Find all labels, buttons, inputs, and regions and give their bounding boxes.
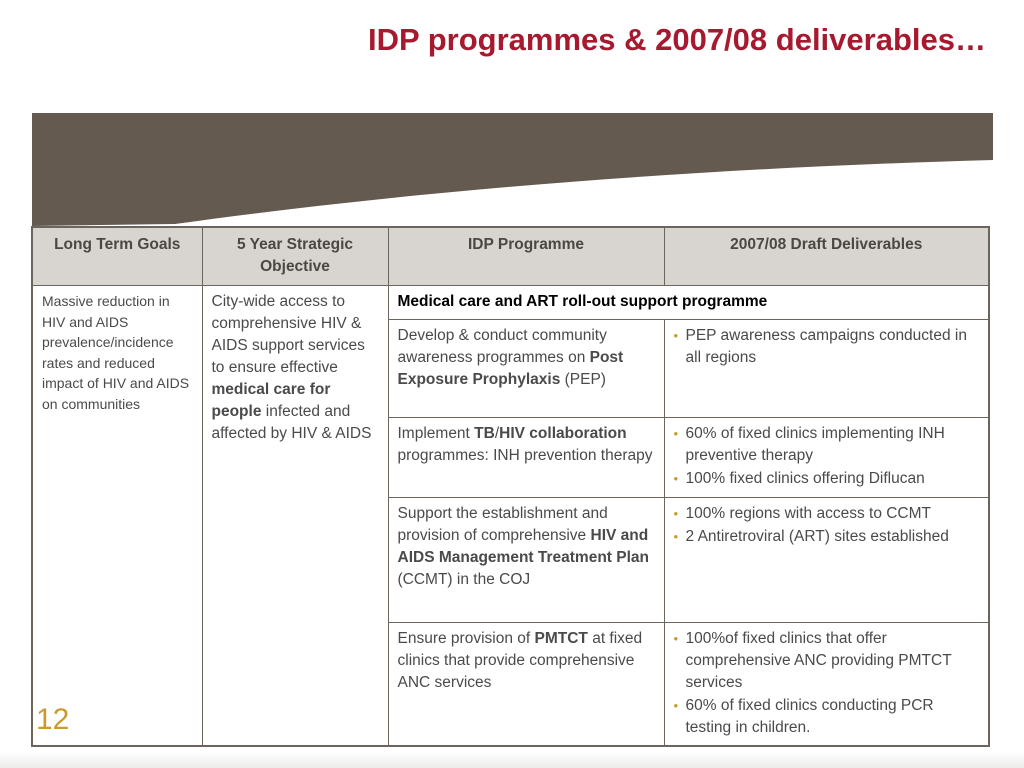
header-long-term-goals: Long Term Goals (32, 227, 202, 286)
header-strategic-objective: 5 Year Strategic Objective (202, 227, 388, 286)
programme-title-cell: Medical care and ART roll-out support programme (388, 286, 989, 320)
strategic-objective-cell (202, 286, 388, 747)
bullet-icon: • (673, 506, 679, 521)
objective-text: City-wide access to comprehensive HIV & AIDS support services to ensure effective (211, 293, 365, 376)
deliverables-cell (664, 498, 989, 623)
deliverable-text: 2 Antiretroviral (ART) sites established (685, 528, 949, 545)
objective-text-end: infected and affected by HIV & AIDS (211, 403, 372, 442)
deliverable-text: 100%of fixed clinics that offer comprehensive ANC providing PMTCT services (685, 630, 952, 691)
programme-text-end: (CCMT) in the COJ (397, 571, 531, 588)
bullet-icon: • (673, 426, 679, 441)
bullet-icon: • (673, 631, 679, 646)
programme-text: Support the establishment and provision of comprehensive (397, 505, 608, 544)
deliverable-item (674, 503, 980, 525)
bullet-icon: • (673, 328, 679, 343)
long-term-goal-cell: Massive reduction in HIV and AIDS prevalence/incidence rates and reduced impact of HIV and AIDS on communities (32, 286, 202, 747)
deliverables-cell (664, 418, 989, 498)
deliverables-cell (664, 320, 989, 418)
deliverable-item (674, 423, 980, 467)
programme-text: Implement (397, 425, 475, 442)
programme-bold-text: TB (474, 425, 495, 442)
programme-text-end: at fixed clinics that provide comprehensive ANC services (397, 630, 643, 691)
header-idp-programme: IDP Programme (388, 227, 664, 286)
programme-cell (388, 418, 664, 498)
programme-text: Ensure provision of (397, 630, 535, 647)
programme-text-end: programmes: INH prevention therapy (397, 447, 653, 464)
programme-text: / (494, 425, 500, 442)
bullet-icon: • (673, 471, 679, 486)
programme-table (31, 226, 990, 747)
programme-bold-text: PMTCT (534, 630, 588, 647)
programme-bold-text: HIV collaboration (499, 425, 627, 442)
programme-cell (388, 320, 664, 418)
slide-number: 12 (36, 703, 70, 736)
table-row (32, 286, 989, 320)
programme-text-end: (PEP) (560, 371, 606, 388)
table-header-row (32, 227, 989, 286)
deliverable-item (674, 628, 980, 694)
deliverable-text: PEP awareness campaigns conducted in all regions (685, 327, 967, 366)
bullet-icon: • (673, 698, 679, 713)
deliverable-item (674, 468, 980, 490)
programme-bold-text: Post Exposure Prophylaxis (397, 349, 624, 388)
objective-bold-text: medical care for people (211, 381, 331, 420)
deliverable-text: 60% of fixed clinics conducting PCR testing in children. (685, 697, 934, 736)
programme-bold-text: HIV and AIDS Management Treatment Plan (397, 527, 650, 566)
slide-title: IDP programmes & 2007/08 deliverables… (367, 22, 986, 57)
bullet-icon: • (673, 529, 679, 544)
deliverables-cell (664, 623, 989, 747)
deliverable-text: 60% of fixed clinics implementing INH preventive therapy (685, 425, 945, 464)
bottom-shadow (0, 752, 1024, 768)
deliverable-item (674, 695, 980, 739)
deliverable-text: 100% regions with access to CCMT (685, 505, 932, 522)
programme-cell (388, 498, 664, 623)
programme-cell (388, 623, 664, 747)
deliverable-item (674, 325, 980, 369)
header-deliverables: 2007/08 Draft Deliverables (664, 227, 989, 286)
programme-text: Develop & conduct community awareness programmes on (397, 327, 607, 366)
deliverable-item (674, 526, 980, 548)
deliverable-text: 100% fixed clinics offering Diflucan (685, 470, 925, 487)
